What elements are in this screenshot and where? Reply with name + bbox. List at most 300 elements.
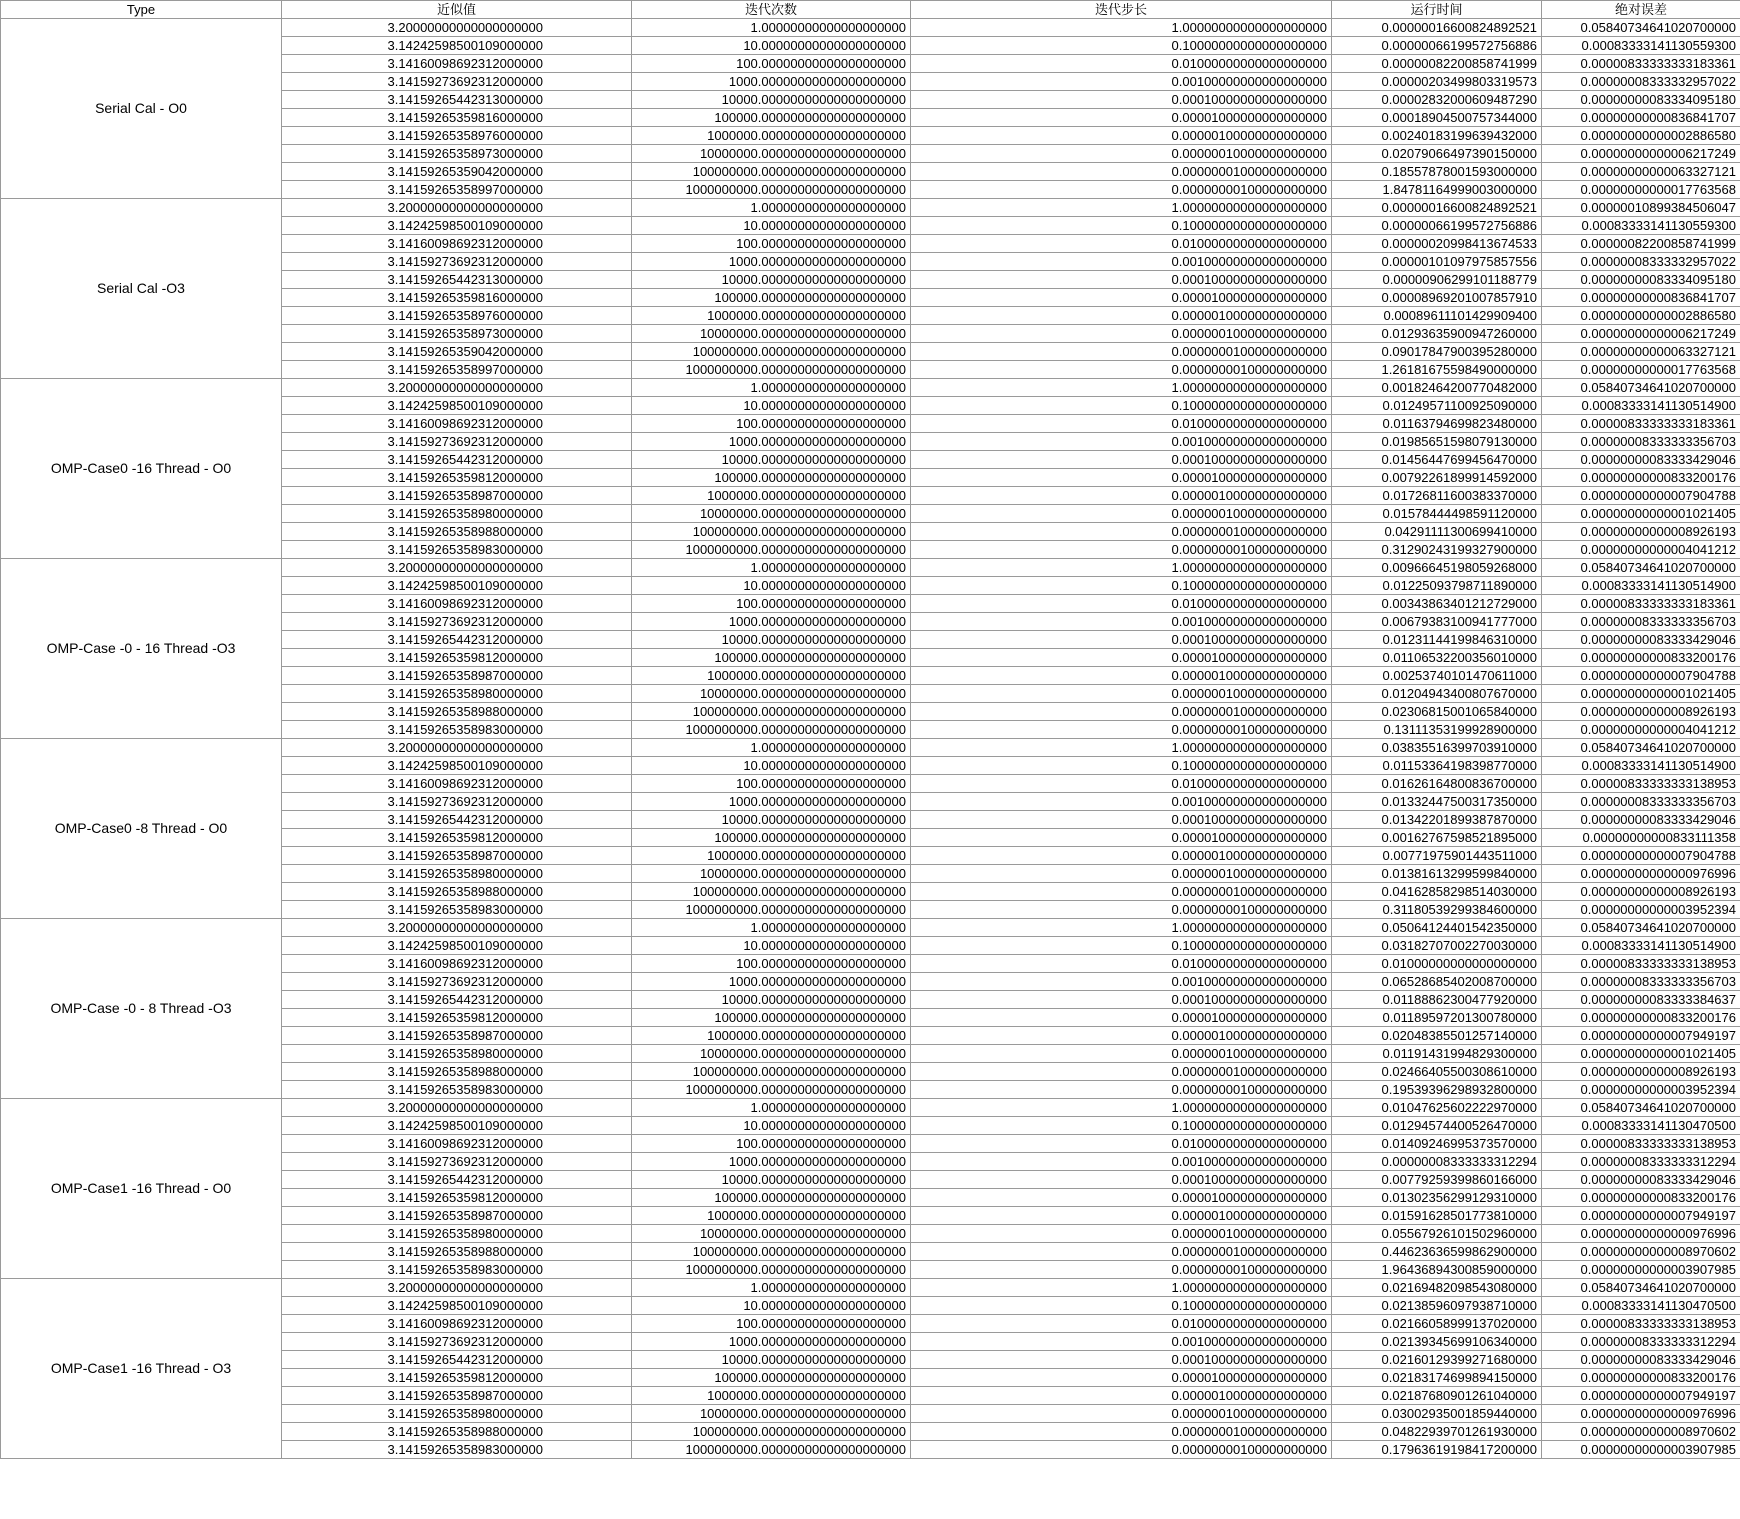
step-size-cell[interactable]: 0.00100000000000000000 <box>911 433 1332 451</box>
approx-value-cell[interactable]: 3.14160098692312000000 <box>282 1135 632 1153</box>
step-size-cell[interactable]: 1.00000000000000000000 <box>911 739 1332 757</box>
approx-value-cell[interactable]: 3.14242598500109000000 <box>282 217 632 235</box>
approx-value-cell[interactable]: 3.14159273692312000000 <box>282 793 632 811</box>
step-size-cell[interactable]: 0.00010000000000000000 <box>911 451 1332 469</box>
iterations-cell[interactable]: 1.00000000000000000000 <box>632 559 911 577</box>
run-time-cell[interactable]: 0.01342201899387870000 <box>1332 811 1542 829</box>
iterations-cell[interactable]: 1000000000.00000000000000000000 <box>632 181 911 199</box>
step-size-cell[interactable]: 0.00000001000000000000 <box>911 523 1332 541</box>
abs-error-cell[interactable]: 0.05840734641020700000 <box>1542 19 1740 37</box>
approx-value-cell[interactable]: 3.20000000000000000000 <box>282 199 632 217</box>
approx-value-cell[interactable]: 3.14159265359042000000 <box>282 343 632 361</box>
run-time-cell[interactable]: 0.01726811600383370000 <box>1332 487 1542 505</box>
run-time-cell[interactable]: 0.01626164800836700000 <box>1332 775 1542 793</box>
abs-error-cell[interactable]: 0.00000000000007949197 <box>1542 1387 1740 1405</box>
run-time-cell[interactable]: 0.01163794699823480000 <box>1332 415 1542 433</box>
iterations-cell[interactable]: 10.00000000000000000000 <box>632 577 911 595</box>
approx-value-cell[interactable]: 3.14159265359812000000 <box>282 469 632 487</box>
approx-value-cell[interactable]: 3.14159265358983000000 <box>282 1261 632 1279</box>
approx-value-cell[interactable]: 3.14159265358987000000 <box>282 847 632 865</box>
run-time-cell[interactable]: 0.01188862300477920000 <box>1332 991 1542 1009</box>
abs-error-cell[interactable]: 0.00000008333333312294 <box>1542 1333 1740 1351</box>
run-time-cell[interactable]: 0.09017847900395280000 <box>1332 343 1542 361</box>
iterations-cell[interactable]: 10.00000000000000000000 <box>632 397 911 415</box>
run-time-cell[interactable]: 0.02048385501257140000 <box>1332 1027 1542 1045</box>
abs-error-cell[interactable]: 0.00000000000063327121 <box>1542 343 1740 361</box>
run-time-cell[interactable]: 0.01153364198398770000 <box>1332 757 1542 775</box>
step-size-cell[interactable]: 0.00000010000000000000 <box>911 1045 1332 1063</box>
abs-error-cell[interactable]: 0.00000000000003952394 <box>1542 901 1740 919</box>
approx-value-cell[interactable]: 3.14159273692312000000 <box>282 433 632 451</box>
iterations-cell[interactable]: 10000.00000000000000000000 <box>632 991 911 1009</box>
approx-value-cell[interactable]: 3.14159265358988000000 <box>282 1243 632 1261</box>
iterations-cell[interactable]: 1000000.00000000000000000000 <box>632 487 911 505</box>
run-time-cell[interactable]: 0.02187680901261040000 <box>1332 1387 1542 1405</box>
iterations-cell[interactable]: 10000000.00000000000000000000 <box>632 1405 911 1423</box>
approx-value-cell[interactable]: 3.14159265358988000000 <box>282 1423 632 1441</box>
run-time-cell[interactable]: 0.19539396298932800000 <box>1332 1081 1542 1099</box>
run-time-cell[interactable]: 0.44623636599862900000 <box>1332 1243 1542 1261</box>
step-size-cell[interactable]: 0.10000000000000000000 <box>911 757 1332 775</box>
run-time-cell[interactable]: 0.31290243199327900000 <box>1332 541 1542 559</box>
run-time-cell[interactable]: 0.02169482098543080000 <box>1332 1279 1542 1297</box>
approx-value-cell[interactable]: 3.14159265442313000000 <box>282 91 632 109</box>
step-size-cell[interactable]: 0.00000001000000000000 <box>911 343 1332 361</box>
approx-value-cell[interactable]: 3.20000000000000000000 <box>282 19 632 37</box>
iterations-cell[interactable]: 100000.00000000000000000000 <box>632 289 911 307</box>
run-time-cell[interactable]: 0.13111353199928900000 <box>1332 721 1542 739</box>
iterations-cell[interactable]: 1.00000000000000000000 <box>632 1099 911 1117</box>
abs-error-cell[interactable]: 0.00000010899384506047 <box>1542 199 1740 217</box>
run-time-cell[interactable]: 0.02079066497390150000 <box>1332 145 1542 163</box>
step-size-cell[interactable]: 0.00100000000000000000 <box>911 793 1332 811</box>
header-run-time[interactable]: 运行时间 <box>1332 1 1542 19</box>
run-time-cell[interactable]: 0.00008969201007857910 <box>1332 289 1542 307</box>
abs-error-cell[interactable]: 0.05840734641020700000 <box>1542 1279 1740 1297</box>
run-time-cell[interactable]: 0.01204943400807670000 <box>1332 685 1542 703</box>
step-size-cell[interactable]: 0.00000010000000000000 <box>911 685 1332 703</box>
step-size-cell[interactable]: 0.00010000000000000000 <box>911 991 1332 1009</box>
step-size-cell[interactable]: 0.00000000100000000000 <box>911 541 1332 559</box>
iterations-cell[interactable]: 100000000.00000000000000000000 <box>632 1423 911 1441</box>
run-time-cell[interactable]: 0.02183174699894150000 <box>1332 1369 1542 1387</box>
abs-error-cell[interactable]: 0.00000000000003907985 <box>1542 1441 1740 1459</box>
iterations-cell[interactable]: 10000000.00000000000000000000 <box>632 505 911 523</box>
abs-error-cell[interactable]: 0.00083333141130470500 <box>1542 1297 1740 1315</box>
run-time-cell[interactable]: 0.01047625602222970000 <box>1332 1099 1542 1117</box>
approx-value-cell[interactable]: 3.14242598500109000000 <box>282 577 632 595</box>
abs-error-cell[interactable]: 0.00000008333333356703 <box>1542 433 1740 451</box>
iterations-cell[interactable]: 1000000.00000000000000000000 <box>632 1207 911 1225</box>
approx-value-cell[interactable]: 3.14159265358973000000 <box>282 325 632 343</box>
abs-error-cell[interactable]: 0.00000000000833111358 <box>1542 829 1740 847</box>
run-time-cell[interactable]: 0.02166058999137020000 <box>1332 1315 1542 1333</box>
run-time-cell[interactable]: 0.01293635900947260000 <box>1332 325 1542 343</box>
iterations-cell[interactable]: 100.00000000000000000000 <box>632 1315 911 1333</box>
iterations-cell[interactable]: 100000000.00000000000000000000 <box>632 1063 911 1081</box>
step-size-cell[interactable]: 0.00000100000000000000 <box>911 487 1332 505</box>
iterations-cell[interactable]: 1000.00000000000000000000 <box>632 613 911 631</box>
iterations-cell[interactable]: 1000000.00000000000000000000 <box>632 667 911 685</box>
approx-value-cell[interactable]: 3.14159265359812000000 <box>282 829 632 847</box>
iterations-cell[interactable]: 10000.00000000000000000000 <box>632 1171 911 1189</box>
abs-error-cell[interactable]: 0.00000000000833200176 <box>1542 1189 1740 1207</box>
approx-value-cell[interactable]: 3.14159265359816000000 <box>282 289 632 307</box>
abs-error-cell[interactable]: 0.05840734641020700000 <box>1542 379 1740 397</box>
run-time-cell[interactable]: 0.00679383100941777000 <box>1332 613 1542 631</box>
step-size-cell[interactable]: 0.00000100000000000000 <box>911 307 1332 325</box>
iterations-cell[interactable]: 1.00000000000000000000 <box>632 199 911 217</box>
iterations-cell[interactable]: 100000.00000000000000000000 <box>632 469 911 487</box>
approx-value-cell[interactable]: 3.14159265358988000000 <box>282 883 632 901</box>
approx-value-cell[interactable]: 3.14159265358988000000 <box>282 703 632 721</box>
abs-error-cell[interactable]: 0.00000000000000976996 <box>1542 1225 1740 1243</box>
run-time-cell[interactable]: 0.00779259399860166000 <box>1332 1171 1542 1189</box>
step-size-cell[interactable]: 0.10000000000000000000 <box>911 1117 1332 1135</box>
approx-value-cell[interactable]: 3.14159265358980000000 <box>282 1225 632 1243</box>
abs-error-cell[interactable]: 0.00000000000836841707 <box>1542 289 1740 307</box>
iterations-cell[interactable]: 1.00000000000000000000 <box>632 379 911 397</box>
abs-error-cell[interactable]: 0.00000000083333429046 <box>1542 451 1740 469</box>
approx-value-cell[interactable]: 3.14159265358983000000 <box>282 1081 632 1099</box>
step-size-cell[interactable]: 0.00000001000000000000 <box>911 1243 1332 1261</box>
abs-error-cell[interactable]: 0.00000000000004041212 <box>1542 541 1740 559</box>
step-size-cell[interactable]: 0.00000100000000000000 <box>911 127 1332 145</box>
approx-value-cell[interactable]: 3.14160098692312000000 <box>282 955 632 973</box>
approx-value-cell[interactable]: 3.20000000000000000000 <box>282 739 632 757</box>
iterations-cell[interactable]: 100000000.00000000000000000000 <box>632 1243 911 1261</box>
abs-error-cell[interactable]: 0.00000000000001021405 <box>1542 1045 1740 1063</box>
step-size-cell[interactable]: 0.00000000100000000000 <box>911 721 1332 739</box>
step-size-cell[interactable]: 0.00010000000000000000 <box>911 91 1332 109</box>
step-size-cell[interactable]: 0.00000000100000000000 <box>911 1081 1332 1099</box>
iterations-cell[interactable]: 1000000000.00000000000000000000 <box>632 721 911 739</box>
step-size-cell[interactable]: 0.10000000000000000000 <box>911 397 1332 415</box>
abs-error-cell[interactable]: 0.00000000000017763568 <box>1542 361 1740 379</box>
run-time-cell[interactable]: 0.00000020998413674533 <box>1332 235 1542 253</box>
step-size-cell[interactable]: 0.00000010000000000000 <box>911 145 1332 163</box>
run-time-cell[interactable]: 0.00182464200770482000 <box>1332 379 1542 397</box>
iterations-cell[interactable]: 100000000.00000000000000000000 <box>632 343 911 361</box>
iterations-cell[interactable]: 1000000000.00000000000000000000 <box>632 541 911 559</box>
abs-error-cell[interactable]: 0.00000000000017763568 <box>1542 181 1740 199</box>
iterations-cell[interactable]: 10.00000000000000000000 <box>632 1297 911 1315</box>
approx-value-cell[interactable]: 3.14242598500109000000 <box>282 1117 632 1135</box>
iterations-cell[interactable]: 1000000000.00000000000000000000 <box>632 1081 911 1099</box>
iterations-cell[interactable]: 1.00000000000000000000 <box>632 1279 911 1297</box>
header-step-size[interactable]: 迭代步长 <box>911 1 1332 19</box>
step-size-cell[interactable]: 0.01000000000000000000 <box>911 235 1332 253</box>
step-size-cell[interactable]: 0.00001000000000000000 <box>911 1189 1332 1207</box>
step-size-cell[interactable]: 0.00100000000000000000 <box>911 73 1332 91</box>
run-time-cell[interactable]: 1.84781164999003000000 <box>1332 181 1542 199</box>
abs-error-cell[interactable]: 0.00000000000007949197 <box>1542 1027 1740 1045</box>
run-time-cell[interactable]: 0.03182707002270030000 <box>1332 937 1542 955</box>
approx-value-cell[interactable]: 3.14159273692312000000 <box>282 1153 632 1171</box>
run-time-cell[interactable]: 0.00240183199639432000 <box>1332 127 1542 145</box>
step-size-cell[interactable]: 0.00001000000000000000 <box>911 649 1332 667</box>
approx-value-cell[interactable]: 3.14159265358987000000 <box>282 1387 632 1405</box>
iterations-cell[interactable]: 10000.00000000000000000000 <box>632 631 911 649</box>
run-time-cell[interactable]: 1.96436894300859000000 <box>1332 1261 1542 1279</box>
step-size-cell[interactable]: 0.00000010000000000000 <box>911 505 1332 523</box>
abs-error-cell[interactable]: 0.00000000000003952394 <box>1542 1081 1740 1099</box>
abs-error-cell[interactable]: 0.00000000000006217249 <box>1542 145 1740 163</box>
approx-value-cell[interactable]: 3.14159265358980000000 <box>282 505 632 523</box>
run-time-cell[interactable]: 0.00002832000609487290 <box>1332 91 1542 109</box>
run-time-cell[interactable]: 0.00343863401212729000 <box>1332 595 1542 613</box>
run-time-cell[interactable]: 0.05064124401542350000 <box>1332 919 1542 937</box>
abs-error-cell[interactable]: 0.00000008333332957022 <box>1542 253 1740 271</box>
step-size-cell[interactable]: 0.00000100000000000000 <box>911 667 1332 685</box>
approx-value-cell[interactable]: 3.14160098692312000000 <box>282 775 632 793</box>
iterations-cell[interactable]: 10000000.00000000000000000000 <box>632 145 911 163</box>
iterations-cell[interactable]: 10.00000000000000000000 <box>632 37 911 55</box>
step-size-cell[interactable]: 0.00000001000000000000 <box>911 1423 1332 1441</box>
abs-error-cell[interactable]: 0.00000008333333356703 <box>1542 793 1740 811</box>
run-time-cell[interactable]: 0.17963619198417200000 <box>1332 1441 1542 1459</box>
run-time-cell[interactable]: 1.26181675598490000000 <box>1332 361 1542 379</box>
run-time-cell[interactable]: 0.31180539299384600000 <box>1332 901 1542 919</box>
approx-value-cell[interactable]: 3.14159265358997000000 <box>282 181 632 199</box>
approx-value-cell[interactable]: 3.14160098692312000000 <box>282 55 632 73</box>
iterations-cell[interactable]: 10.00000000000000000000 <box>632 217 911 235</box>
abs-error-cell[interactable]: 0.00000000000007904788 <box>1542 847 1740 865</box>
run-time-cell[interactable]: 0.02160129399271680000 <box>1332 1351 1542 1369</box>
step-size-cell[interactable]: 0.00100000000000000000 <box>911 613 1332 631</box>
step-size-cell[interactable]: 1.00000000000000000000 <box>911 1279 1332 1297</box>
abs-error-cell[interactable]: 0.00083333141130514900 <box>1542 397 1740 415</box>
iterations-cell[interactable]: 1000000.00000000000000000000 <box>632 1027 911 1045</box>
iterations-cell[interactable]: 1000000000.00000000000000000000 <box>632 901 911 919</box>
step-size-cell[interactable]: 0.00000100000000000000 <box>911 847 1332 865</box>
run-time-cell[interactable]: 0.00000008333333312294 <box>1332 1153 1542 1171</box>
iterations-cell[interactable]: 100000.00000000000000000000 <box>632 649 911 667</box>
run-time-cell[interactable]: 0.00000082200858741999 <box>1332 55 1542 73</box>
run-time-cell[interactable]: 0.01578444498591120000 <box>1332 505 1542 523</box>
run-time-cell[interactable]: 0.00018904500757344000 <box>1332 109 1542 127</box>
abs-error-cell[interactable]: 0.05840734641020700000 <box>1542 739 1740 757</box>
approx-value-cell[interactable]: 3.20000000000000000000 <box>282 1279 632 1297</box>
run-time-cell[interactable]: 0.00000203499803319573 <box>1332 73 1542 91</box>
iterations-cell[interactable]: 1000000.00000000000000000000 <box>632 127 911 145</box>
run-time-cell[interactable]: 0.00000016600824892521 <box>1332 19 1542 37</box>
approx-value-cell[interactable]: 3.14159265358987000000 <box>282 487 632 505</box>
iterations-cell[interactable]: 100000.00000000000000000000 <box>632 1009 911 1027</box>
type-cell[interactable]: OMP-Case -0 - 8 Thread -O3 <box>1 919 282 1099</box>
abs-error-cell[interactable]: 0.05840734641020700000 <box>1542 559 1740 577</box>
iterations-cell[interactable]: 1000.00000000000000000000 <box>632 1333 911 1351</box>
step-size-cell[interactable]: 0.00000010000000000000 <box>911 325 1332 343</box>
run-time-cell[interactable]: 0.01456447699456470000 <box>1332 451 1542 469</box>
step-size-cell[interactable]: 0.00000001000000000000 <box>911 1063 1332 1081</box>
run-time-cell[interactable]: 0.00089611101429909400 <box>1332 307 1542 325</box>
abs-error-cell[interactable]: 0.00000000000063327121 <box>1542 163 1740 181</box>
abs-error-cell[interactable]: 0.00000000000007949197 <box>1542 1207 1740 1225</box>
abs-error-cell[interactable]: 0.00000000083333429046 <box>1542 1171 1740 1189</box>
approx-value-cell[interactable]: 3.14160098692312000000 <box>282 415 632 433</box>
approx-value-cell[interactable]: 3.20000000000000000000 <box>282 919 632 937</box>
abs-error-cell[interactable]: 0.00083333141130559300 <box>1542 217 1740 235</box>
iterations-cell[interactable]: 1000.00000000000000000000 <box>632 973 911 991</box>
step-size-cell[interactable]: 0.00000100000000000000 <box>911 1387 1332 1405</box>
header-type[interactable]: Type <box>1 1 282 19</box>
type-cell[interactable]: Serial Cal -O3 <box>1 199 282 379</box>
approx-value-cell[interactable]: 3.14159273692312000000 <box>282 973 632 991</box>
iterations-cell[interactable]: 10000.00000000000000000000 <box>632 91 911 109</box>
approx-value-cell[interactable]: 3.14159265359812000000 <box>282 1009 632 1027</box>
run-time-cell[interactable]: 0.04822939701261930000 <box>1332 1423 1542 1441</box>
approx-value-cell[interactable]: 3.14159265358980000000 <box>282 1045 632 1063</box>
step-size-cell[interactable]: 0.00100000000000000000 <box>911 1153 1332 1171</box>
approx-value-cell[interactable]: 3.14159273692312000000 <box>282 253 632 271</box>
abs-error-cell[interactable]: 0.00000000000833200176 <box>1542 469 1740 487</box>
run-time-cell[interactable]: 0.02466405500308610000 <box>1332 1063 1542 1081</box>
step-size-cell[interactable]: 0.10000000000000000000 <box>911 1297 1332 1315</box>
run-time-cell[interactable]: 0.04291111300699410000 <box>1332 523 1542 541</box>
iterations-cell[interactable]: 100000000.00000000000000000000 <box>632 703 911 721</box>
approx-value-cell[interactable]: 3.14242598500109000000 <box>282 757 632 775</box>
iterations-cell[interactable]: 10000000.00000000000000000000 <box>632 1045 911 1063</box>
run-time-cell[interactable]: 0.01191431994829300000 <box>1332 1045 1542 1063</box>
abs-error-cell[interactable]: 0.00000833333333138953 <box>1542 775 1740 793</box>
step-size-cell[interactable]: 0.01000000000000000000 <box>911 955 1332 973</box>
abs-error-cell[interactable]: 0.00083333141130514900 <box>1542 937 1740 955</box>
step-size-cell[interactable]: 0.00000010000000000000 <box>911 865 1332 883</box>
iterations-cell[interactable]: 10000000.00000000000000000000 <box>632 865 911 883</box>
approx-value-cell[interactable]: 3.14242598500109000000 <box>282 397 632 415</box>
step-size-cell[interactable]: 0.00000000100000000000 <box>911 901 1332 919</box>
iterations-cell[interactable]: 1000.00000000000000000000 <box>632 793 911 811</box>
approx-value-cell[interactable]: 3.14159265359816000000 <box>282 109 632 127</box>
step-size-cell[interactable]: 0.00000001000000000000 <box>911 703 1332 721</box>
approx-value-cell[interactable]: 3.20000000000000000000 <box>282 559 632 577</box>
step-size-cell[interactable]: 0.00010000000000000000 <box>911 631 1332 649</box>
approx-value-cell[interactable]: 3.14159265359812000000 <box>282 649 632 667</box>
approx-value-cell[interactable]: 3.14159265442312000000 <box>282 631 632 649</box>
abs-error-cell[interactable]: 0.00000000083333384637 <box>1542 991 1740 1009</box>
run-time-cell[interactable]: 0.06528685402008700000 <box>1332 973 1542 991</box>
iterations-cell[interactable]: 10000000.00000000000000000000 <box>632 685 911 703</box>
run-time-cell[interactable]: 0.00162767598521895000 <box>1332 829 1542 847</box>
run-time-cell[interactable]: 0.01332447500317350000 <box>1332 793 1542 811</box>
abs-error-cell[interactable]: 0.00000000000001021405 <box>1542 685 1740 703</box>
approx-value-cell[interactable]: 3.14159265442313000000 <box>282 271 632 289</box>
iterations-cell[interactable]: 1000.00000000000000000000 <box>632 253 911 271</box>
run-time-cell[interactable]: 0.01294574400526470000 <box>1332 1117 1542 1135</box>
step-size-cell[interactable]: 0.00010000000000000000 <box>911 811 1332 829</box>
iterations-cell[interactable]: 100000.00000000000000000000 <box>632 1369 911 1387</box>
iterations-cell[interactable]: 100000000.00000000000000000000 <box>632 163 911 181</box>
iterations-cell[interactable]: 10.00000000000000000000 <box>632 757 911 775</box>
abs-error-cell[interactable]: 0.00000008333333312294 <box>1542 1153 1740 1171</box>
abs-error-cell[interactable]: 0.00000833333333138953 <box>1542 955 1740 973</box>
run-time-cell[interactable]: 0.01189597201300780000 <box>1332 1009 1542 1027</box>
step-size-cell[interactable]: 0.10000000000000000000 <box>911 937 1332 955</box>
abs-error-cell[interactable]: 0.00000000000008970602 <box>1542 1423 1740 1441</box>
approx-value-cell[interactable]: 3.14159265442312000000 <box>282 1171 632 1189</box>
abs-error-cell[interactable]: 0.00000000083333429046 <box>1542 631 1740 649</box>
abs-error-cell[interactable]: 0.00000833333333138953 <box>1542 1315 1740 1333</box>
abs-error-cell[interactable]: 0.00000000000008926193 <box>1542 883 1740 901</box>
iterations-cell[interactable]: 1000.00000000000000000000 <box>632 1153 911 1171</box>
run-time-cell[interactable]: 0.01985651598079130000 <box>1332 433 1542 451</box>
approx-value-cell[interactable]: 3.14159273692312000000 <box>282 73 632 91</box>
run-time-cell[interactable]: 0.01231144199846310000 <box>1332 631 1542 649</box>
step-size-cell[interactable]: 1.00000000000000000000 <box>911 379 1332 397</box>
iterations-cell[interactable]: 10000000.00000000000000000000 <box>632 325 911 343</box>
approx-value-cell[interactable]: 3.14159265442312000000 <box>282 991 632 1009</box>
approx-value-cell[interactable]: 3.14159265358987000000 <box>282 1027 632 1045</box>
step-size-cell[interactable]: 0.01000000000000000000 <box>911 415 1332 433</box>
step-size-cell[interactable]: 0.00010000000000000000 <box>911 1171 1332 1189</box>
iterations-cell[interactable]: 1000.00000000000000000000 <box>632 73 911 91</box>
iterations-cell[interactable]: 100.00000000000000000000 <box>632 415 911 433</box>
approx-value-cell[interactable]: 3.14159265358988000000 <box>282 1063 632 1081</box>
step-size-cell[interactable]: 0.01000000000000000000 <box>911 55 1332 73</box>
iterations-cell[interactable]: 100000.00000000000000000000 <box>632 1189 911 1207</box>
approx-value-cell[interactable]: 3.14160098692312000000 <box>282 595 632 613</box>
iterations-cell[interactable]: 1.00000000000000000000 <box>632 919 911 937</box>
run-time-cell[interactable]: 0.01381613299599840000 <box>1332 865 1542 883</box>
step-size-cell[interactable]: 1.00000000000000000000 <box>911 19 1332 37</box>
step-size-cell[interactable]: 0.00000000100000000000 <box>911 1441 1332 1459</box>
abs-error-cell[interactable]: 0.00000000000008926193 <box>1542 1063 1740 1081</box>
approx-value-cell[interactable]: 3.20000000000000000000 <box>282 379 632 397</box>
abs-error-cell[interactable]: 0.00000000000002886580 <box>1542 127 1740 145</box>
abs-error-cell[interactable]: 0.00083333141130514900 <box>1542 577 1740 595</box>
type-cell[interactable]: OMP-Case1 -16 Thread - O0 <box>1 1099 282 1279</box>
abs-error-cell[interactable]: 0.00000000000008926193 <box>1542 523 1740 541</box>
run-time-cell[interactable]: 0.00000101097975857556 <box>1332 253 1542 271</box>
approx-value-cell[interactable]: 3.14159265358997000000 <box>282 361 632 379</box>
approx-value-cell[interactable]: 3.14242598500109000000 <box>282 1297 632 1315</box>
iterations-cell[interactable]: 1000.00000000000000000000 <box>632 433 911 451</box>
iterations-cell[interactable]: 10000000.00000000000000000000 <box>632 1225 911 1243</box>
step-size-cell[interactable]: 0.00001000000000000000 <box>911 1369 1332 1387</box>
step-size-cell[interactable]: 0.00000010000000000000 <box>911 1405 1332 1423</box>
step-size-cell[interactable]: 0.00000100000000000000 <box>911 1027 1332 1045</box>
iterations-cell[interactable]: 1000000.00000000000000000000 <box>632 1387 911 1405</box>
approx-value-cell[interactable]: 3.14159273692312000000 <box>282 613 632 631</box>
abs-error-cell[interactable]: 0.00000000000001021405 <box>1542 505 1740 523</box>
run-time-cell[interactable]: 0.01249571100925090000 <box>1332 397 1542 415</box>
type-cell[interactable]: OMP-Case1 -16 Thread - O3 <box>1 1279 282 1459</box>
abs-error-cell[interactable]: 0.00000000083334095180 <box>1542 91 1740 109</box>
abs-error-cell[interactable]: 0.00083333141130470500 <box>1542 1117 1740 1135</box>
type-cell[interactable]: OMP-Case -0 - 16 Thread -O3 <box>1 559 282 739</box>
step-size-cell[interactable]: 1.00000000000000000000 <box>911 199 1332 217</box>
abs-error-cell[interactable]: 0.00000000000007904788 <box>1542 487 1740 505</box>
approx-value-cell[interactable]: 3.14159265358976000000 <box>282 307 632 325</box>
step-size-cell[interactable]: 1.00000000000000000000 <box>911 559 1332 577</box>
run-time-cell[interactable]: 0.00253740101470611000 <box>1332 667 1542 685</box>
run-time-cell[interactable]: 0.02138596097938710000 <box>1332 1297 1542 1315</box>
iterations-cell[interactable]: 1000000000.00000000000000000000 <box>632 1441 911 1459</box>
run-time-cell[interactable]: 0.05567926101502960000 <box>1332 1225 1542 1243</box>
iterations-cell[interactable]: 1.00000000000000000000 <box>632 739 911 757</box>
approx-value-cell[interactable]: 3.14159265358987000000 <box>282 1207 632 1225</box>
approx-value-cell[interactable]: 3.14242598500109000000 <box>282 937 632 955</box>
step-size-cell[interactable]: 0.00100000000000000000 <box>911 1333 1332 1351</box>
approx-value-cell[interactable]: 3.14159265358988000000 <box>282 523 632 541</box>
abs-error-cell[interactable]: 0.00000000000003907985 <box>1542 1261 1740 1279</box>
step-size-cell[interactable]: 0.00100000000000000000 <box>911 253 1332 271</box>
run-time-cell[interactable]: 0.18557878001593000000 <box>1332 163 1542 181</box>
approx-value-cell[interactable]: 3.14159265358980000000 <box>282 865 632 883</box>
header-iterations[interactable]: 迭代次数 <box>632 1 911 19</box>
step-size-cell[interactable]: 0.00100000000000000000 <box>911 973 1332 991</box>
